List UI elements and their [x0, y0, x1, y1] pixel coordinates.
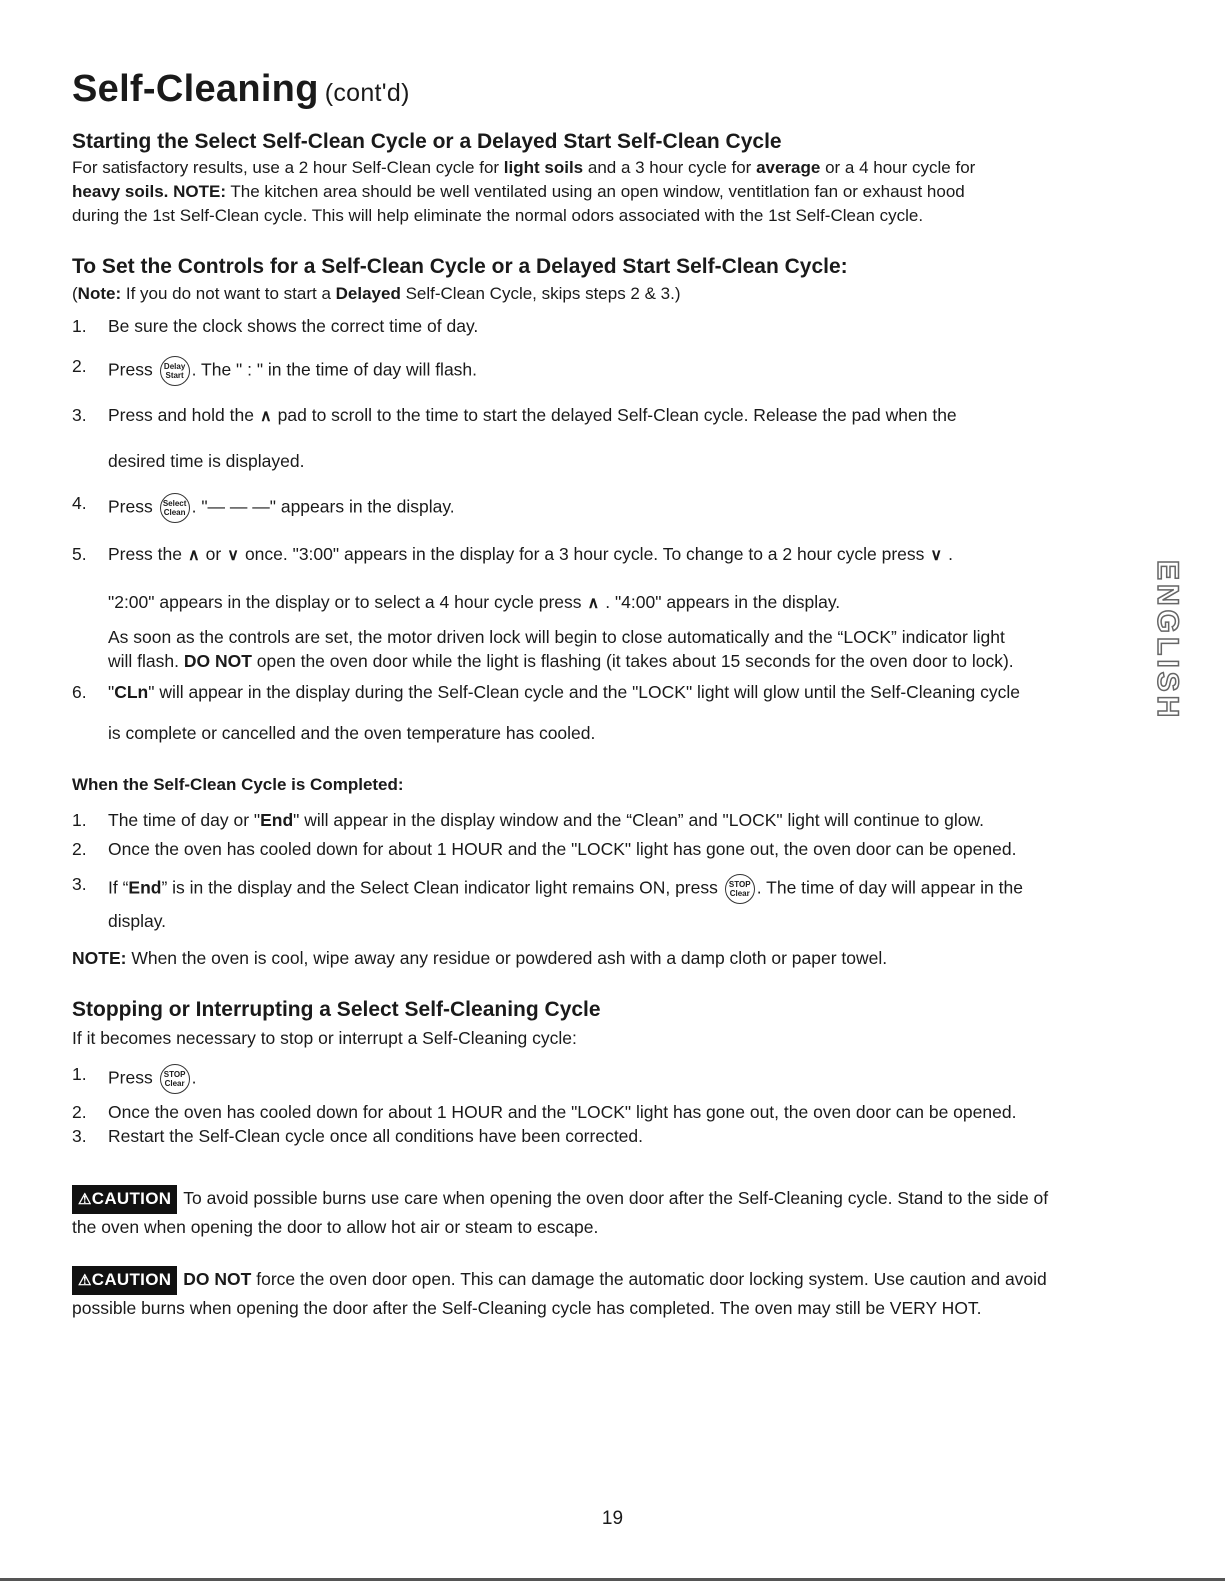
stop-clear-button-icon [160, 1064, 190, 1094]
warning-triangle-icon: ⚠ [78, 1272, 92, 1289]
text: possible burns when opening the door after the Self-Cleaning cycle has completed. The oven may still be VERY HOT. [72, 1298, 982, 1318]
text-bold: light soils [503, 158, 584, 177]
step-text [108, 1064, 1133, 1094]
text-bold: End [260, 810, 294, 830]
text: The time of day or " [108, 810, 261, 830]
up-arrow-icon: ∧ [587, 595, 600, 612]
step-text [108, 544, 1133, 565]
text: Press [108, 1067, 153, 1088]
caution-block-2 [72, 1266, 1147, 1321]
stopping-intro: If it becomes necessary to stop or interrupt a Self-Cleaning cycle: [72, 1028, 577, 1048]
text: once. "3:00" appears in the display for a 3 hour cycle. To change to a 2 hour cycle press [244, 544, 925, 564]
text-bold: average [756, 158, 821, 177]
btn-bottom-label: Start [165, 371, 184, 380]
stop-clear-button-icon [725, 874, 755, 904]
text: ” is in the display and the Select Clean indicator light remains ON, press [161, 877, 718, 898]
step-text: Be sure the clock shows the correct time of day. [108, 316, 479, 336]
text-bold: heavy soils. NOTE: [72, 182, 226, 201]
caution-block-1 [72, 1185, 1147, 1240]
page-number: 19 [601, 1508, 624, 1529]
text: "2:00" appears in the display or to select a 4 hour cycle press [108, 592, 582, 612]
btn-top-label: STOP [728, 880, 751, 889]
text: When the oven is cool, wipe away any residue or powdered ash with a damp cloth or paper towel. [126, 948, 888, 968]
text: If you do not want to start a [121, 284, 336, 303]
up-arrow-icon: ∧ [259, 408, 272, 425]
text-bold: Delayed [335, 284, 401, 303]
step-text [108, 356, 1133, 386]
step-text: Once the oven has cooled down for about 1 HOUR and the "LOCK" light has gone out, the oven door can be opened. [108, 839, 1017, 859]
page-title-sub: (cont'd) [324, 79, 410, 107]
text: For satisfactory results, use a 2 hour Self-Clean cycle for [72, 158, 504, 177]
completed-3-continuation: display. [108, 911, 167, 931]
section-1-paragraph [72, 156, 1132, 228]
step-number: 2. [72, 839, 87, 859]
text: will flash. [108, 651, 184, 671]
language-side-tab [1150, 560, 1190, 722]
text: or a 4 hour cycle for [820, 158, 976, 177]
page-title-text: Self-Cleaning [72, 68, 319, 110]
step-number: 3. [72, 405, 87, 425]
text: . "4:00" appears in the display. [605, 592, 841, 612]
text: . "— — —" appears in the display. [191, 496, 455, 517]
caution-label: CAUTION [91, 1270, 172, 1289]
text: ( [72, 284, 78, 303]
text: . The " : " in the time of day will flash. [191, 359, 478, 380]
section-heading-completed: When the Self-Clean Cycle is Completed: [72, 775, 404, 794]
text: Press [108, 496, 153, 517]
step-5-line-3 [108, 625, 1148, 673]
caution-label: CAUTION [91, 1189, 172, 1208]
text-bold: CLn [114, 682, 149, 702]
step-number: 4. [72, 493, 87, 513]
text: or [205, 544, 222, 564]
step-number: 6. [72, 682, 87, 702]
text: Press the [108, 544, 182, 564]
footer-rule [0, 1578, 1225, 1581]
step-number: 2. [72, 1102, 87, 1122]
down-arrow-icon: ∨ [227, 547, 239, 564]
step-number: 3. [72, 1126, 87, 1146]
text: . [948, 544, 953, 564]
text: . [191, 1067, 197, 1088]
step-text [108, 874, 1133, 904]
btn-bottom-label: Clear [729, 889, 750, 898]
section-2-note [72, 282, 1132, 306]
page-title [72, 68, 410, 111]
text: If “ [108, 877, 129, 898]
note-label: Note: [77, 284, 122, 303]
text: " will appear in the display during the Self-Clean cycle and the "LOCK" light will glow until the Self-Cleaning cycle [148, 682, 1020, 702]
select-clean-button-icon [160, 493, 190, 523]
btn-top-label: STOP [163, 1070, 186, 1079]
step-text [108, 682, 1133, 703]
section-heading-starting: Starting the Select Self-Clean Cycle or a Delayed Start Self-Clean Cycle [72, 130, 782, 153]
text-bold: DO NOT [183, 1269, 252, 1289]
delay-start-button-icon [160, 356, 190, 386]
step-number: 5. [72, 544, 87, 564]
completed-note [72, 946, 1132, 970]
caution-badge [72, 1185, 177, 1214]
caution-badge [72, 1266, 177, 1295]
text: Press and hold the [108, 405, 254, 425]
step-number: 2. [72, 356, 87, 376]
step-number: 1. [72, 316, 87, 336]
btn-bottom-label: Clear [164, 1079, 185, 1088]
text: The kitchen area should be well ventilated using an open window, ventitlation fan or exhaust hood [226, 182, 965, 201]
step-number: 1. [72, 1064, 87, 1084]
text-bold: DO NOT [183, 651, 252, 671]
step-number: 1. [72, 810, 87, 830]
text-bold: End [128, 877, 162, 898]
text: " [108, 682, 115, 702]
text: during the 1st Self-Clean cycle. This will help eliminate the normal odors associated with the 1st Self-Clean cycle. [72, 206, 924, 225]
step-text [108, 405, 1133, 426]
step-text [108, 493, 1133, 523]
step-text: Once the oven has cooled down for about 1 HOUR and the "LOCK" light has gone out, the oven door can be opened. [108, 1102, 1017, 1122]
side-tab-label: ENGLISH [1151, 560, 1184, 722]
text: and a 3 hour cycle for [583, 158, 757, 177]
note-label: NOTE: [72, 948, 127, 968]
step-5-line-2 [108, 592, 1138, 613]
text: pad to scroll to the time to start the delayed Self-Clean cycle. Release the pad when the [277, 405, 957, 425]
section-heading-stopping: Stopping or Interrupting a Select Self-Cleaning Cycle [72, 998, 601, 1021]
text: . The time of day will appear in the [756, 877, 1023, 898]
down-arrow-icon: ∨ [930, 547, 943, 564]
btn-bottom-label: Clean [163, 508, 186, 517]
section-heading-set-controls: To Set the Controls for a Self-Clean Cycle or a Delayed Start Self-Clean Cycle: [72, 255, 848, 278]
text: As soon as the controls are set, the motor driven lock will begin to close automatically and the “LOCK” indicator light [108, 627, 1005, 647]
btn-top-label: Delay [163, 362, 186, 371]
warning-triangle-icon: ⚠ [78, 1191, 92, 1208]
step-number: 3. [72, 874, 87, 894]
step-6-continuation: is complete or cancelled and the oven temperature has cooled. [108, 723, 596, 743]
step-3-continuation: desired time is displayed. [108, 451, 305, 471]
text: Self-Clean Cycle, skips steps 2 & 3.) [400, 284, 681, 303]
step-text [108, 810, 1133, 831]
text: force the oven door open. This can damage the automatic door locking system. Use caution and avoid [251, 1269, 1047, 1289]
text: the oven when opening the door to allow hot air or steam to escape. [72, 1217, 599, 1237]
btn-top-label: Select [162, 499, 187, 508]
text: Press [108, 359, 153, 380]
text: " will appear in the display window and the “Clean” and "LOCK" light will continue to glow. [293, 810, 984, 830]
text: open the oven door while the light is flashing (it takes about 15 seconds for the oven door to lock). [251, 651, 1014, 671]
up-arrow-icon: ∧ [187, 547, 200, 564]
step-text: Restart the Self-Clean cycle once all conditions have been corrected. [108, 1126, 644, 1146]
text: To avoid possible burns use care when opening the oven door after the Self-Cleaning cycle. Stand to the side of [183, 1188, 1049, 1208]
